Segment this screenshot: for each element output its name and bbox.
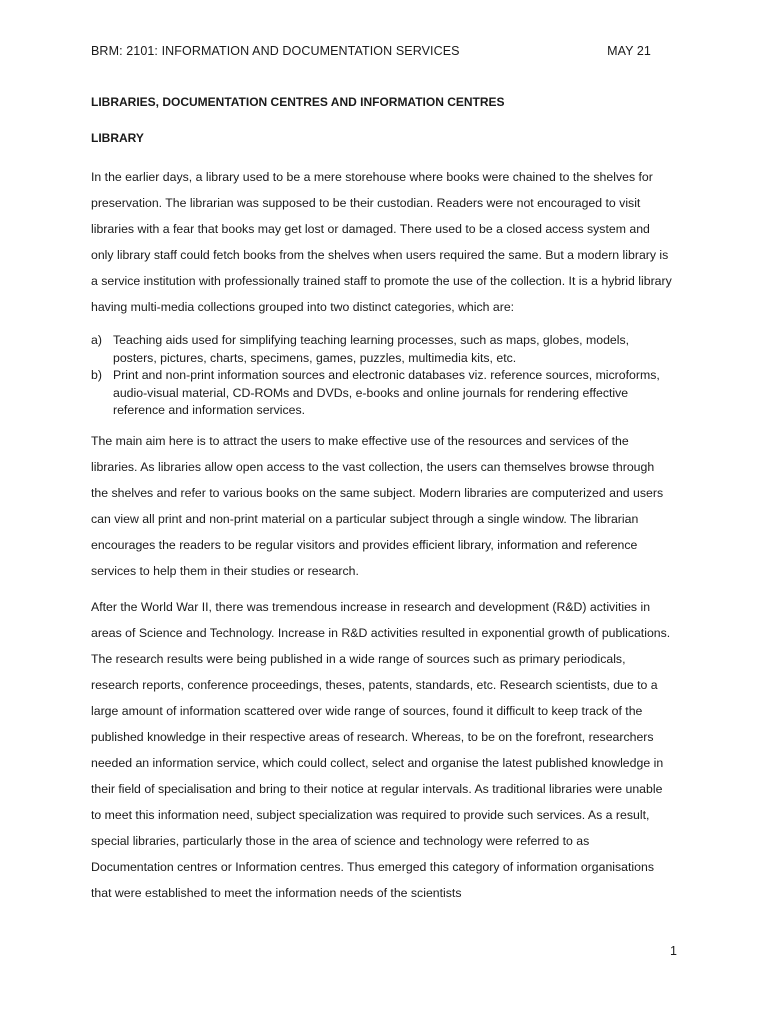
course-title: BRM: 2101: INFORMATION AND DOCUMENTATION SERVICES xyxy=(91,44,460,58)
page-number: 1 xyxy=(670,944,677,958)
list-item-text: Teaching aids used for simplifying teaching learning processes, such as maps, globes, models, posters, pictures, charts, specimens, games, puzzles, multimedia kits, etc. xyxy=(113,333,630,365)
main-heading: LIBRARIES, DOCUMENTATION CENTRES AND INFORMATION CENTRES xyxy=(91,95,505,109)
paragraph-main-aim: The main aim here is to attract the users to make effective use of the resources and services of the libraries. As libraries allow open access to the vast collection, the users can themselves browse through the shelves and refer to various books on the same subject. Modern libraries are computerized and users can view all print and non-print material on a particular subject through a single window. The librarian encourages the readers to be regular visitors and provides efficient library, information and reference services to help them in their studies or research. xyxy=(91,433,664,578)
page-content xyxy=(91,94,673,906)
list-item-text: Print and non-print information sources and electronic databases viz. reference sources, microforms, audio-visual material, CD-ROMs and DVDs, e-books and online journals for rendering effective reference and information services. xyxy=(113,368,660,417)
list-item xyxy=(91,332,673,367)
paragraph-intro: In the earlier days, a library used to be a mere storehouse where books were chained to the shelves for preservation. The librarian was supposed to be their custodian. Readers were not encouraged to visit libraries with a fear that books may get lost or damaged. There used to be a closed access system and only library staff could fetch books from the shelves when users required the same. But a modern library is a service institution with professionally trained staff to promote the use of the collection. It is a hybrid library having multi-media collections grouped into two distinct categories, which are: xyxy=(91,170,672,314)
paragraph-world-war: After the World War II, there was tremendous increase in research and development (R&D) activities in areas of Science and Technology. Increase in R&D activities resulted in exponential growth of publications. The research results were being published in a wide range of sources such as primary periodicals, research reports, conference proceedings, theses, patents, standards, etc. Research scientists, due to a large amount of information scattered over wide range of sources, found it difficult to keep track of the published knowledge in their respective areas of research. Whereas, to be on the forefront, researchers needed an information service, which could collect, select and organise the latest published knowledge in their field of specialisation and bring to their notice at regular intervals. As traditional libraries were unable to meet this information need, subject specialization was required to provide such services. As a result, special libraries, particularly those in the area of science and technology were referred to as Documentation centres or Information centres. Thus emerged this category of information organisations that were established to meet the information needs of the scientists xyxy=(91,599,671,900)
section-heading: LIBRARY xyxy=(91,131,144,145)
collection-categories-list xyxy=(91,332,673,420)
list-marker: a) xyxy=(91,333,102,347)
list-item xyxy=(91,367,673,420)
page-header xyxy=(91,44,651,58)
list-marker: b) xyxy=(91,368,102,382)
header-date: MAY 21 xyxy=(607,44,651,58)
